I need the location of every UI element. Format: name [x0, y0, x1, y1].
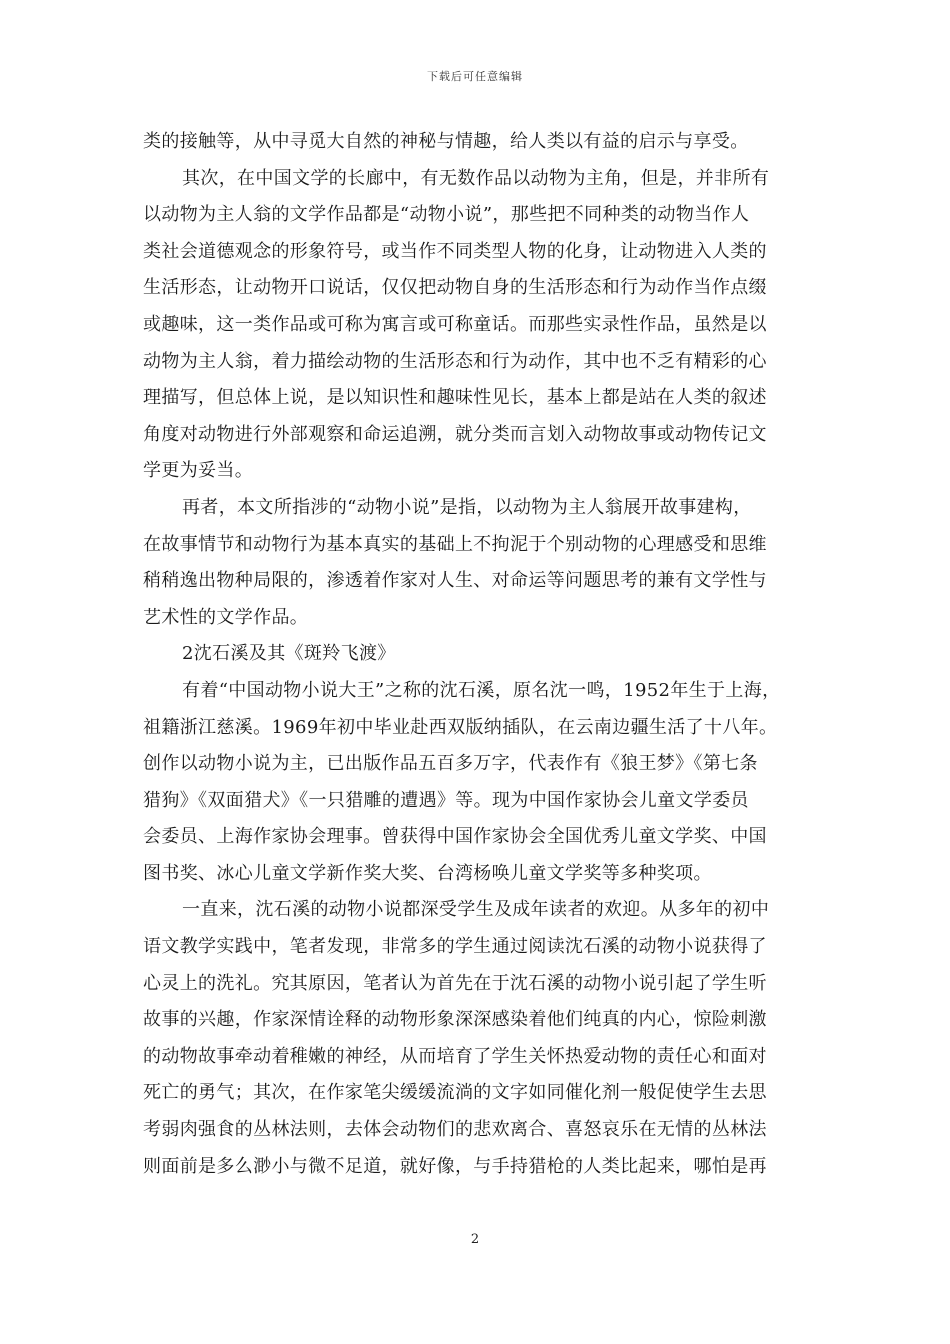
text-line: 理描写，但总体上说，是以知识性和趣味性见长，基本上都是站在人类的叙述 — [143, 387, 767, 409]
text-line: 类社会道德观念的形象符号，或当作不同类型人物的化身，让动物进入人类的 — [143, 240, 767, 262]
header-note: 下载后可任意编辑 — [427, 70, 523, 83]
text-line: 角度对动物进行外部观察和命运追溯，就分类而言划入动物故事或动物传记文 — [143, 423, 767, 445]
text-line: 稍稍逸出物种局限的，渗透着作家对人生、对命运等问题思考的兼有文学性与 — [143, 570, 767, 592]
text-line: 类的接触等，从中寻觅大自然的神秘与情趣，给人类以有益的启示与享受。 — [143, 131, 749, 152]
paragraph-start-line: 有着“中国动物小说大王”之称的沈石溪，原名沈一鸣，1952年生于上海， — [182, 679, 781, 701]
text-line: 祖籍浙江慈溪。1969年初中毕业赴西双版纳插队，在云南边疆生活了十八年。 — [143, 716, 778, 738]
paragraph-start-line: 其次，在中国文学的长廊中，有无数作品以动物为主角，但是，并非所有 — [182, 167, 770, 189]
text-line: 生活形态，让动物开口说话，仅仅把动物自身的生活形态和行为动作当作点缀 — [143, 277, 767, 299]
text-line: 心灵上的洗礼。究其原因，笔者认为首先在于沈石溪的动物小说引起了学生听 — [143, 972, 767, 994]
text-line: 故事的兴趣，作家深情诠释的动物形象深深感染着他们纯真的内心，惊险刺激 — [143, 1009, 767, 1031]
paragraph-start-line: 一直来，沈石溪的动物小说都深受学生及成年读者的欢迎。从多年的初中 — [182, 899, 770, 921]
text-line: 学更为妥当。 — [143, 460, 254, 482]
text-line: 艺术性的文学作品。 — [143, 606, 309, 628]
text-line: 猎狗》《双面猎犬》《一只猎雕的遭遇》等。现为中国作家协会儿童文学委员 — [143, 789, 749, 811]
document-body — [143, 124, 807, 1185]
paragraph-start-line: 再者，本文所指涉的“动物小说”是指，以动物为主人翁展开故事建构， — [182, 496, 752, 518]
text-line: 在故事情节和动物行为基本真实的基础上不拘泥于个别动物的心理感受和思维 — [143, 533, 767, 555]
text-line: 语文教学实践中，笔者发现，非常多的学生通过阅读沈石溪的动物小说获得了 — [143, 936, 767, 958]
text-line: 或趣味，这一类作品或可称为寓言或可称童话。而那些实录性作品，虽然是以 — [143, 313, 767, 335]
text-line: 以动物为主人翁的文学作品都是“动物小说”，那些把不同种类的动物当作人 — [143, 204, 750, 226]
text-line: 死亡的勇气；其次，在作家笔尖缓缓流淌的文字如同催化剂一般促使学生去思 — [143, 1082, 767, 1104]
text-line: 的动物故事牵动着稚嫩的神经，从而培育了学生关怀热爱动物的责任心和面对 — [143, 1045, 767, 1067]
text-line: 动物为主人翁，着力描绘动物的生活形态和行为动作，其中也不乏有精彩的心 — [143, 350, 767, 372]
text-line: 则面前是多么渺小与微不足道，就好像，与手持猎枪的人类比起来，哪怕是再 — [143, 1155, 767, 1177]
text-line: 图书奖、冰心儿童文学新作奖大奖、台湾杨唤儿童文学奖等多种奖项。 — [143, 862, 712, 884]
text-line: 会委员、上海作家协会理事。曾获得中国作家协会全国优秀儿童文学奖、中国 — [143, 826, 767, 848]
text-line: 创作以动物小说为主，已出版作品五百多万字，代表作有《狼王梦》《第七条 — [143, 753, 758, 775]
text-line: 考弱肉强食的丛林法则，去体会动物们的悲欢离合、喜怒哀乐在无情的丛林法 — [143, 1119, 767, 1141]
section-heading: 2沈石溪及其《斑羚飞渡》 — [182, 643, 396, 665]
page-number: 2 — [470, 1232, 480, 1247]
